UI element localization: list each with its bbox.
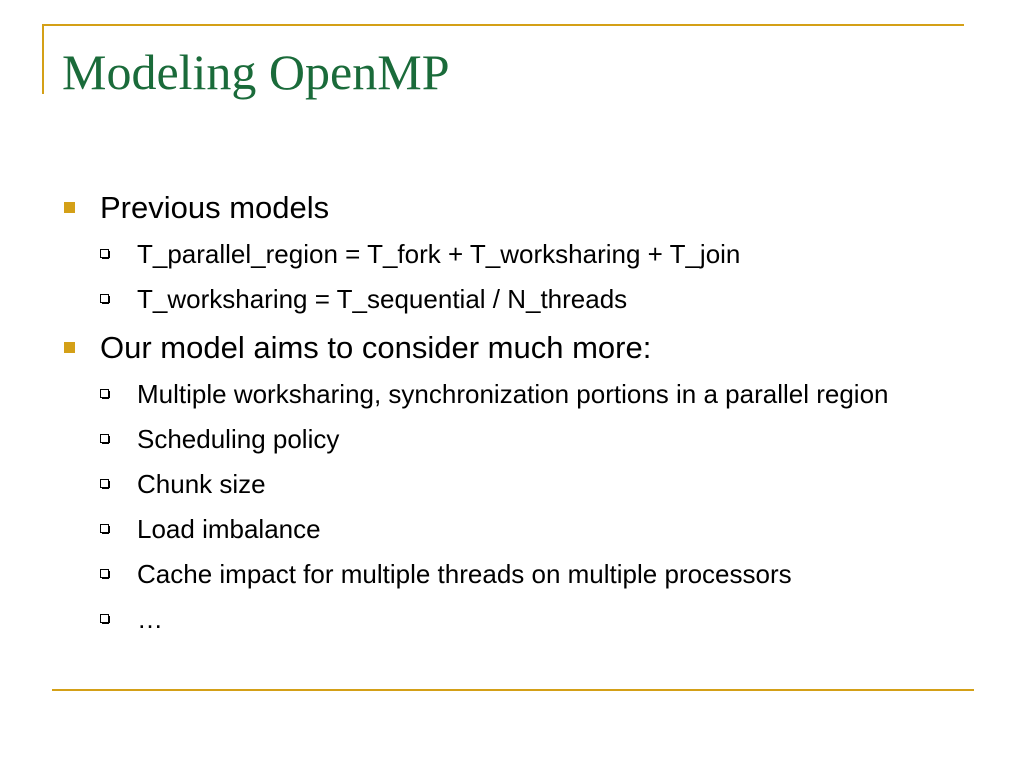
frame-bottom-line <box>52 689 974 691</box>
square-bullet-icon <box>64 342 75 353</box>
sub-bullet-text: … <box>137 604 163 634</box>
sub-bullet-item <box>62 556 962 593</box>
sub-bullet-list <box>62 376 962 638</box>
hollow-square-bullet-icon <box>100 479 109 488</box>
sub-bullet-item <box>62 376 962 413</box>
sub-bullet-text: Multiple worksharing, synchronization portions in a parallel region <box>137 379 889 409</box>
sub-bullet-item <box>62 236 962 273</box>
frame-top-line <box>42 24 964 26</box>
bullet-text: Previous models <box>100 190 330 225</box>
sub-bullet-text: Chunk size <box>137 469 266 499</box>
slide-title: Modeling OpenMP <box>62 44 450 100</box>
hollow-square-bullet-icon <box>100 249 109 258</box>
bullet-list <box>62 186 962 646</box>
frame-left-line <box>42 24 44 94</box>
sub-bullet-list <box>62 236 962 318</box>
hollow-square-bullet-icon <box>100 389 109 398</box>
bullet-item-previous-models <box>62 186 962 230</box>
square-bullet-icon <box>64 202 75 213</box>
hollow-square-bullet-icon <box>100 569 109 578</box>
sub-bullet-item <box>62 281 962 318</box>
hollow-square-bullet-icon <box>100 294 109 303</box>
bullet-text: Our model aims to consider much more: <box>100 330 652 365</box>
sub-bullet-text: Load imbalance <box>137 514 321 544</box>
sub-bullet-text: Scheduling policy <box>137 424 340 454</box>
sub-bullet-text: T_parallel_region = T_fork + T_worksharing + T_join <box>137 239 741 269</box>
hollow-square-bullet-icon <box>100 614 109 623</box>
hollow-square-bullet-icon <box>100 434 109 443</box>
sub-bullet-text: T_worksharing = T_sequential / N_threads <box>137 284 628 314</box>
sub-bullet-item <box>62 421 962 458</box>
bullet-item-our-model <box>62 326 962 370</box>
sub-bullet-item <box>62 511 962 548</box>
hollow-square-bullet-icon <box>100 524 109 533</box>
sub-bullet-text: Cache impact for multiple threads on multiple processors <box>137 559 792 589</box>
sub-bullet-item <box>62 601 962 638</box>
sub-bullet-item <box>62 466 962 503</box>
